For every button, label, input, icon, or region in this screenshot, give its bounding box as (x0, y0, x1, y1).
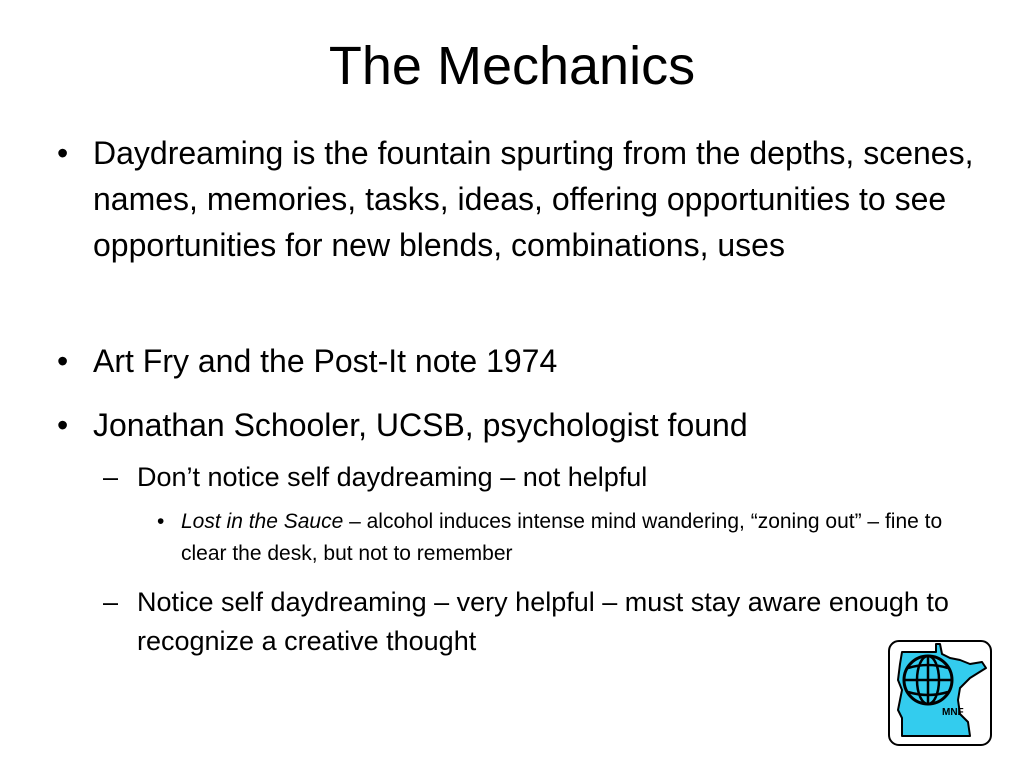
sub-sub-bullet-italic-title: Lost in the Sauce (181, 510, 344, 533)
sub-bullet-text: Notice self daydreaming – very helpful – must stay aware enough to recognize a creative thought (137, 587, 949, 656)
logo-label: MNF (942, 707, 964, 718)
slide-title: The Mechanics (328, 36, 696, 96)
bullet-art-fry (57, 338, 993, 384)
sub-sub-bullet-lost-in-the-sauce (157, 506, 981, 570)
bullet-text: Art Fry and the Post-It note 1974 (93, 343, 558, 379)
bullet-schooler (57, 402, 993, 448)
sub-bullet-text: Don’t notice self daydreaming – not helpful (137, 462, 648, 492)
sub-sub-bullet-text: – alcohol induces intense mind wandering, “zoning out” – fine to clear the desk, but not to remember (181, 510, 943, 565)
sub-bullet-not-notice (103, 458, 997, 497)
sub-bullet-notice (103, 583, 997, 661)
sub-bullet-mark: – (103, 462, 119, 492)
bullet-mark: • (57, 135, 69, 171)
bullet-daydreaming (57, 130, 993, 268)
bullet-text: Daydreaming is the fountain spurting from the depths, scenes, names, memories, tasks, ideas, offering opportunities to see opportunities for new blends, combinations, uses (93, 135, 974, 263)
minnesota-globe-logo-icon (888, 640, 992, 746)
bullet-mark: • (57, 343, 69, 379)
sub-bullet-mark: – (103, 587, 119, 617)
bullet-text: Jonathan Schooler, UCSB, psychologist found (93, 407, 748, 443)
sub-sub-bullet-mark: • (157, 510, 165, 533)
bullet-mark: • (57, 407, 69, 443)
